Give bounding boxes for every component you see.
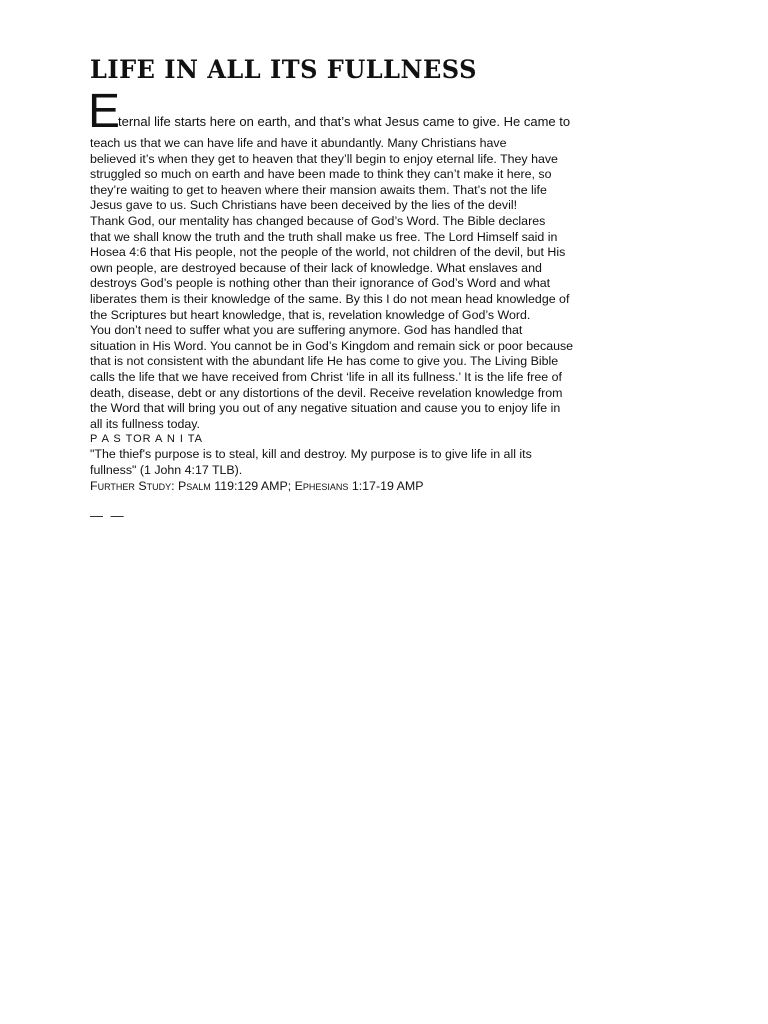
body-line: calls the life that we have received from Christ ‘life in all its fullness.’ It is the life free of [90,369,562,384]
body-line: they’re waiting to get to heaven where their mansion awaits them. That’s not the life [90,182,547,197]
body-line: destroys God’s people is nothing other than their ignorance of God’s Word and what [90,276,551,291]
body-line: liberates them is their knowledge of the same. By this I do not mean head knowledge of [90,291,570,306]
body-line: all its fullness today. [90,416,200,431]
drop-cap: E [88,85,121,138]
quote-line: "The thief's purpose is to steal, kill and destroy. My purpose is to give life in all its [90,447,532,462]
body-line: struggled so much on earth and have been made to think they can’t make it here, so [90,167,552,182]
ref-verse-1: 119:129 AMP; [210,479,295,494]
body-line: that is not consistent with the abundant life He has come to give you. The Living Bible [90,354,559,369]
quote-line: fullness" (1 John 4:17 TLB). [90,462,243,477]
body-text [90,136,615,432]
further-study [90,478,615,494]
body-line: the Scriptures but heart knowledge, that is, revelation knowledge of God’s Word. [90,307,531,322]
further-study-sep: : [171,479,179,494]
trailing-dashes: — — [90,508,126,524]
page-title: LIFE IN ALL ITS FULLNESS [90,54,477,85]
further-study-label: Further Study [90,479,172,494]
body-line: death, disease, debt or any distortions of the devil. Receive revelation knowledge from [90,385,563,400]
document-page [90,52,615,523]
body-line: situation in His Word. You cannot be in God’s Kingdom and remain sick or poor because [90,338,574,353]
body-line: Thank God, our mentality has changed because of God’s Word. The Bible declares [90,213,546,228]
intro-line [88,85,615,138]
body-line: that we shall know the truth and the truth shall make us free. The Lord Himself said in [90,229,558,244]
scripture-quote [90,447,615,478]
intro-text: ternal life starts here on earth, and that’s what Jesus came to give. He came to [118,114,571,129]
ref-book-2: Ephesians [294,479,349,494]
ref-book-1: Psalm [178,479,211,494]
body-line: Jesus gave to us. Such Christians have been deceived by the lies of the devil! [90,198,518,213]
body-line: own people, are destroyed because of their lack of knowledge. What enslaves and [90,260,542,275]
body-line: teach us that we can have life and have it abundantly. Many Christians have [90,136,507,150]
body-line: believed it’s when they get to heaven that they’ll begin to enjoy eternal life. They have [90,151,558,166]
signature: P A S TOR A N I TA [90,433,203,446]
body-line: Hosea 4:6 that His people, not the people of the world, not children of the devil, but His [90,245,566,260]
body-line: You don’t need to suffer what you are suffering anymore. God has handled that [90,323,523,338]
ref-verse-2: 1:17-19 AMP [348,479,424,494]
body-line: the Word that will bring you out of any negative situation and cause you to enjoy life in [90,401,561,416]
